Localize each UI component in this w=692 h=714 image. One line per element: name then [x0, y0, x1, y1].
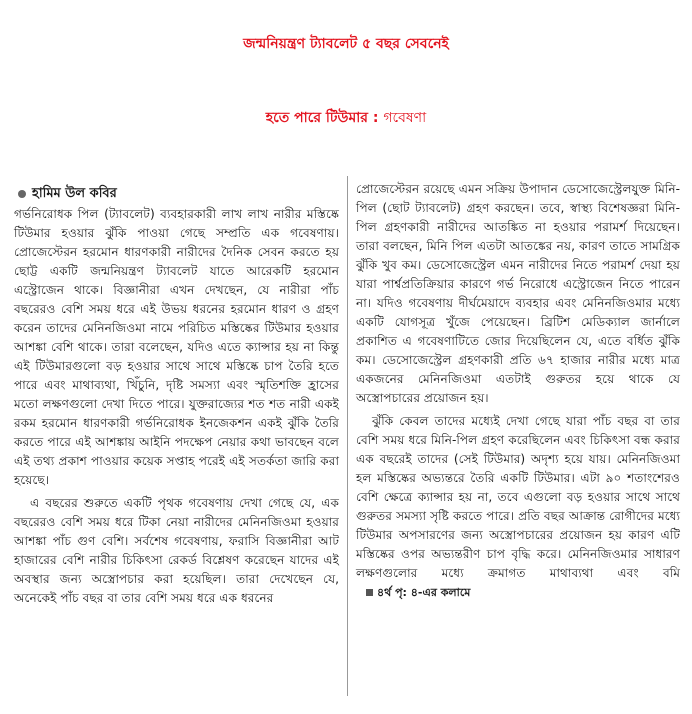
right-column: [356, 180, 680, 606]
paragraph-text: ঝুঁকি কেবল তাদের মধ্যেই দেখা গেছে যারা পাঁচ বছর বা তার বেশি সময় ধরে মিনি-পিল গ্রহণ করেছিলেন এবং চিকিৎসা বন্ধ করার এক বছরেই তাদের (সেই টিউমার) অদৃশ্য হয়ে যায়। মেনিনজিওমা হল মস্তিষ্কের অভ্যন্তরে তৈরি একটি টিউমার। এটা ৯০ শতাংশেরও বেশি ক্ষেত্রে ক্যান্সার হয় না, তবে এগুলো বড় হওয়ার সাথে সাথে গুরুতর সমস্যা সৃষ্টি করতে পারে। প্রতি বছর আক্রান্ত রোগীদের মধ্যে টিউমার অপসারণের জন্য অস্ত্রোপচারের প্রয়োজন হয় কারণ এটি মস্তিষ্কের ওপর অভ্যন্তরীণ চাপ বৃদ্ধি করে। মেনিনজিওমার সাধারণ লক্ষণগুলোর মধ্যে ক্রমাগত মাথাব্যথা এবং বমি: [356, 414, 680, 580]
continuation-text: ৪র্থ পৃ: ৪-এর কলামে: [377, 586, 471, 599]
column-divider: [347, 176, 348, 696]
paragraph: [356, 412, 680, 602]
headline-line-1: জন্মনিয়ন্ত্রণ ট্যাবলেট ৫ বছর সেবনেই: [243, 36, 449, 52]
headline: [0, 0, 692, 160]
bullet-icon: [18, 190, 26, 198]
continuation-note: [356, 586, 470, 599]
headline-line-2: [0, 88, 692, 148]
square-icon: [366, 589, 373, 596]
byline: [18, 184, 117, 205]
left-column: [14, 205, 339, 612]
author-name: হামিম উল কবির: [32, 186, 117, 201]
paragraph: প্রোজেস্টেরন রয়েছে এমন সক্রিয় উপাদান ডেসোজেস্ট্রেলযুক্ত মিনি-পিল (ছোট ট্যাবলেট) গ্রহণ করছেন। তবে, স্বাস্থ্য বিশেষজ্ঞরা মিনি-পিল গ্রহণকারী নারীদের আতঙ্কিত না হওয়ার পরামর্শ দিয়েছেন। তারা বলছেন, মিনি পিল এতটা আতঙ্কের নয়, কারণ তাতে সামগ্রিক ঝুঁকি খুব কম। ডেসোজেস্ট্রেল এমন নারীদের নিতে পরামর্শ দেয়া হয় যারা পার্শ্বপ্রতিক্রিয়ার কারণে গর্ভ নিরোধে এস্ট্রোজেন নিতে পারেন না। যদিও গবেষণায় দীর্ঘমেয়াদে ব্যবহার এবং মেনিনজিওমার মধ্যে একটি যোগসূত্র খুঁজে পেয়েছেন। ব্রিটিশ মেডিক্যাল জার্নালে প্রকাশিত এ গবেষণাটিতে জোর দিয়েছিলেন যে, এতে বর্ধিত ঝুঁকি কম। ডেসোজেস্ট্রেল গ্রহণকারী প্রতি ৬৭ হাজার নারীর মধ্যে মাত্র একজনের মেনিনজিওমা এতটাই গুরুতর হয়ে থাকে যে অস্ত্রোপচারের প্রয়োজন হয়।: [356, 182, 680, 405]
headline-main: হতে পারে টিউমার :: [265, 110, 379, 126]
paragraph: গর্ভনিরোধক পিল (ট্যাবলেট) ব্যবহারকারী লাখ লাখ নারীর মস্তিষ্কে টিউমার হওয়ার ঝুঁকি পাওয়া গেছে সম্প্রতি এক গবেষণায়। প্রোজেস্টেরন হরমোন ধারণকারী নারীদের দৈনিক সেবন করতে হয় ছোট্ট একটি জন্মনিয়ন্ত্রণ ট্যাবলেট যাতে আরেকটি হরমোন এস্ট্রোজেন থাকে। বিজ্ঞানীরা এখন দেখছেন, যে নারীরা পাঁচ বছরেরও বেশি সময় ধরে এই উভয় ধরনের হরমোন ধারণ ও গ্রহণ করেন তাদের মেনিনজিওমা নামে পরিচিত মস্তিষ্কের টিউমার হওয়ার আশঙ্কা বেশি থাকে। তারা বলেছেন, যদিও এতে ক্যান্সার হয় না কিন্তু এই টিউমারগুলো বড় হওয়ার সাথে সাথে মস্তিষ্কে চাপ তৈরি হতে পারে এবং মাথাব্যথা, খিঁচুনি, দৃষ্টি সমস্যা এবং স্মৃতিশক্তি হ্রাসের মতো লক্ষণগুলো দেখা দিতে পারে। যুক্তরাজ্যের শত শত নারী একই রকম হরমোন ধারণকারী গর্ভনিরোধক ইনজেকশন একই ঝুঁকি তৈরি করতে পারে এই আশঙ্কায় আইনি পদক্ষেপ নেয়ার কথা ভাবছেন বলে এই তথ্য প্রকাশ পাওয়ার কয়েক সপ্তাহ পরেই এই সতর্কতা জারি করা হয়েছে।: [14, 207, 339, 487]
paragraph: এ বছরের শুরুতে একটি পৃথক গবেষণায় দেখা গেছে যে, এক বছরেরও বেশি সময় ধরে টিকা নেয়া নারীদের মেনিনজিওমা হওয়ার আশঙ্কা পাঁচ গুণ বেশি। সর্বশেষ গবেষণায়, ফরাসি বিজ্ঞানীরা আট হাজারের বেশি নারীর চিকিৎসা রেকর্ড বিশ্লেষণ করেছেন যাদের এই অবস্থার জন্য অস্ত্রোপচার করা হয়েছিল। তারা দেখেছেন যে, অনেকেই পাঁচ বছর বা তার বেশি সময় ধরে এক ধরনের: [14, 496, 339, 605]
headline-tag: গবেষণা: [383, 110, 427, 126]
